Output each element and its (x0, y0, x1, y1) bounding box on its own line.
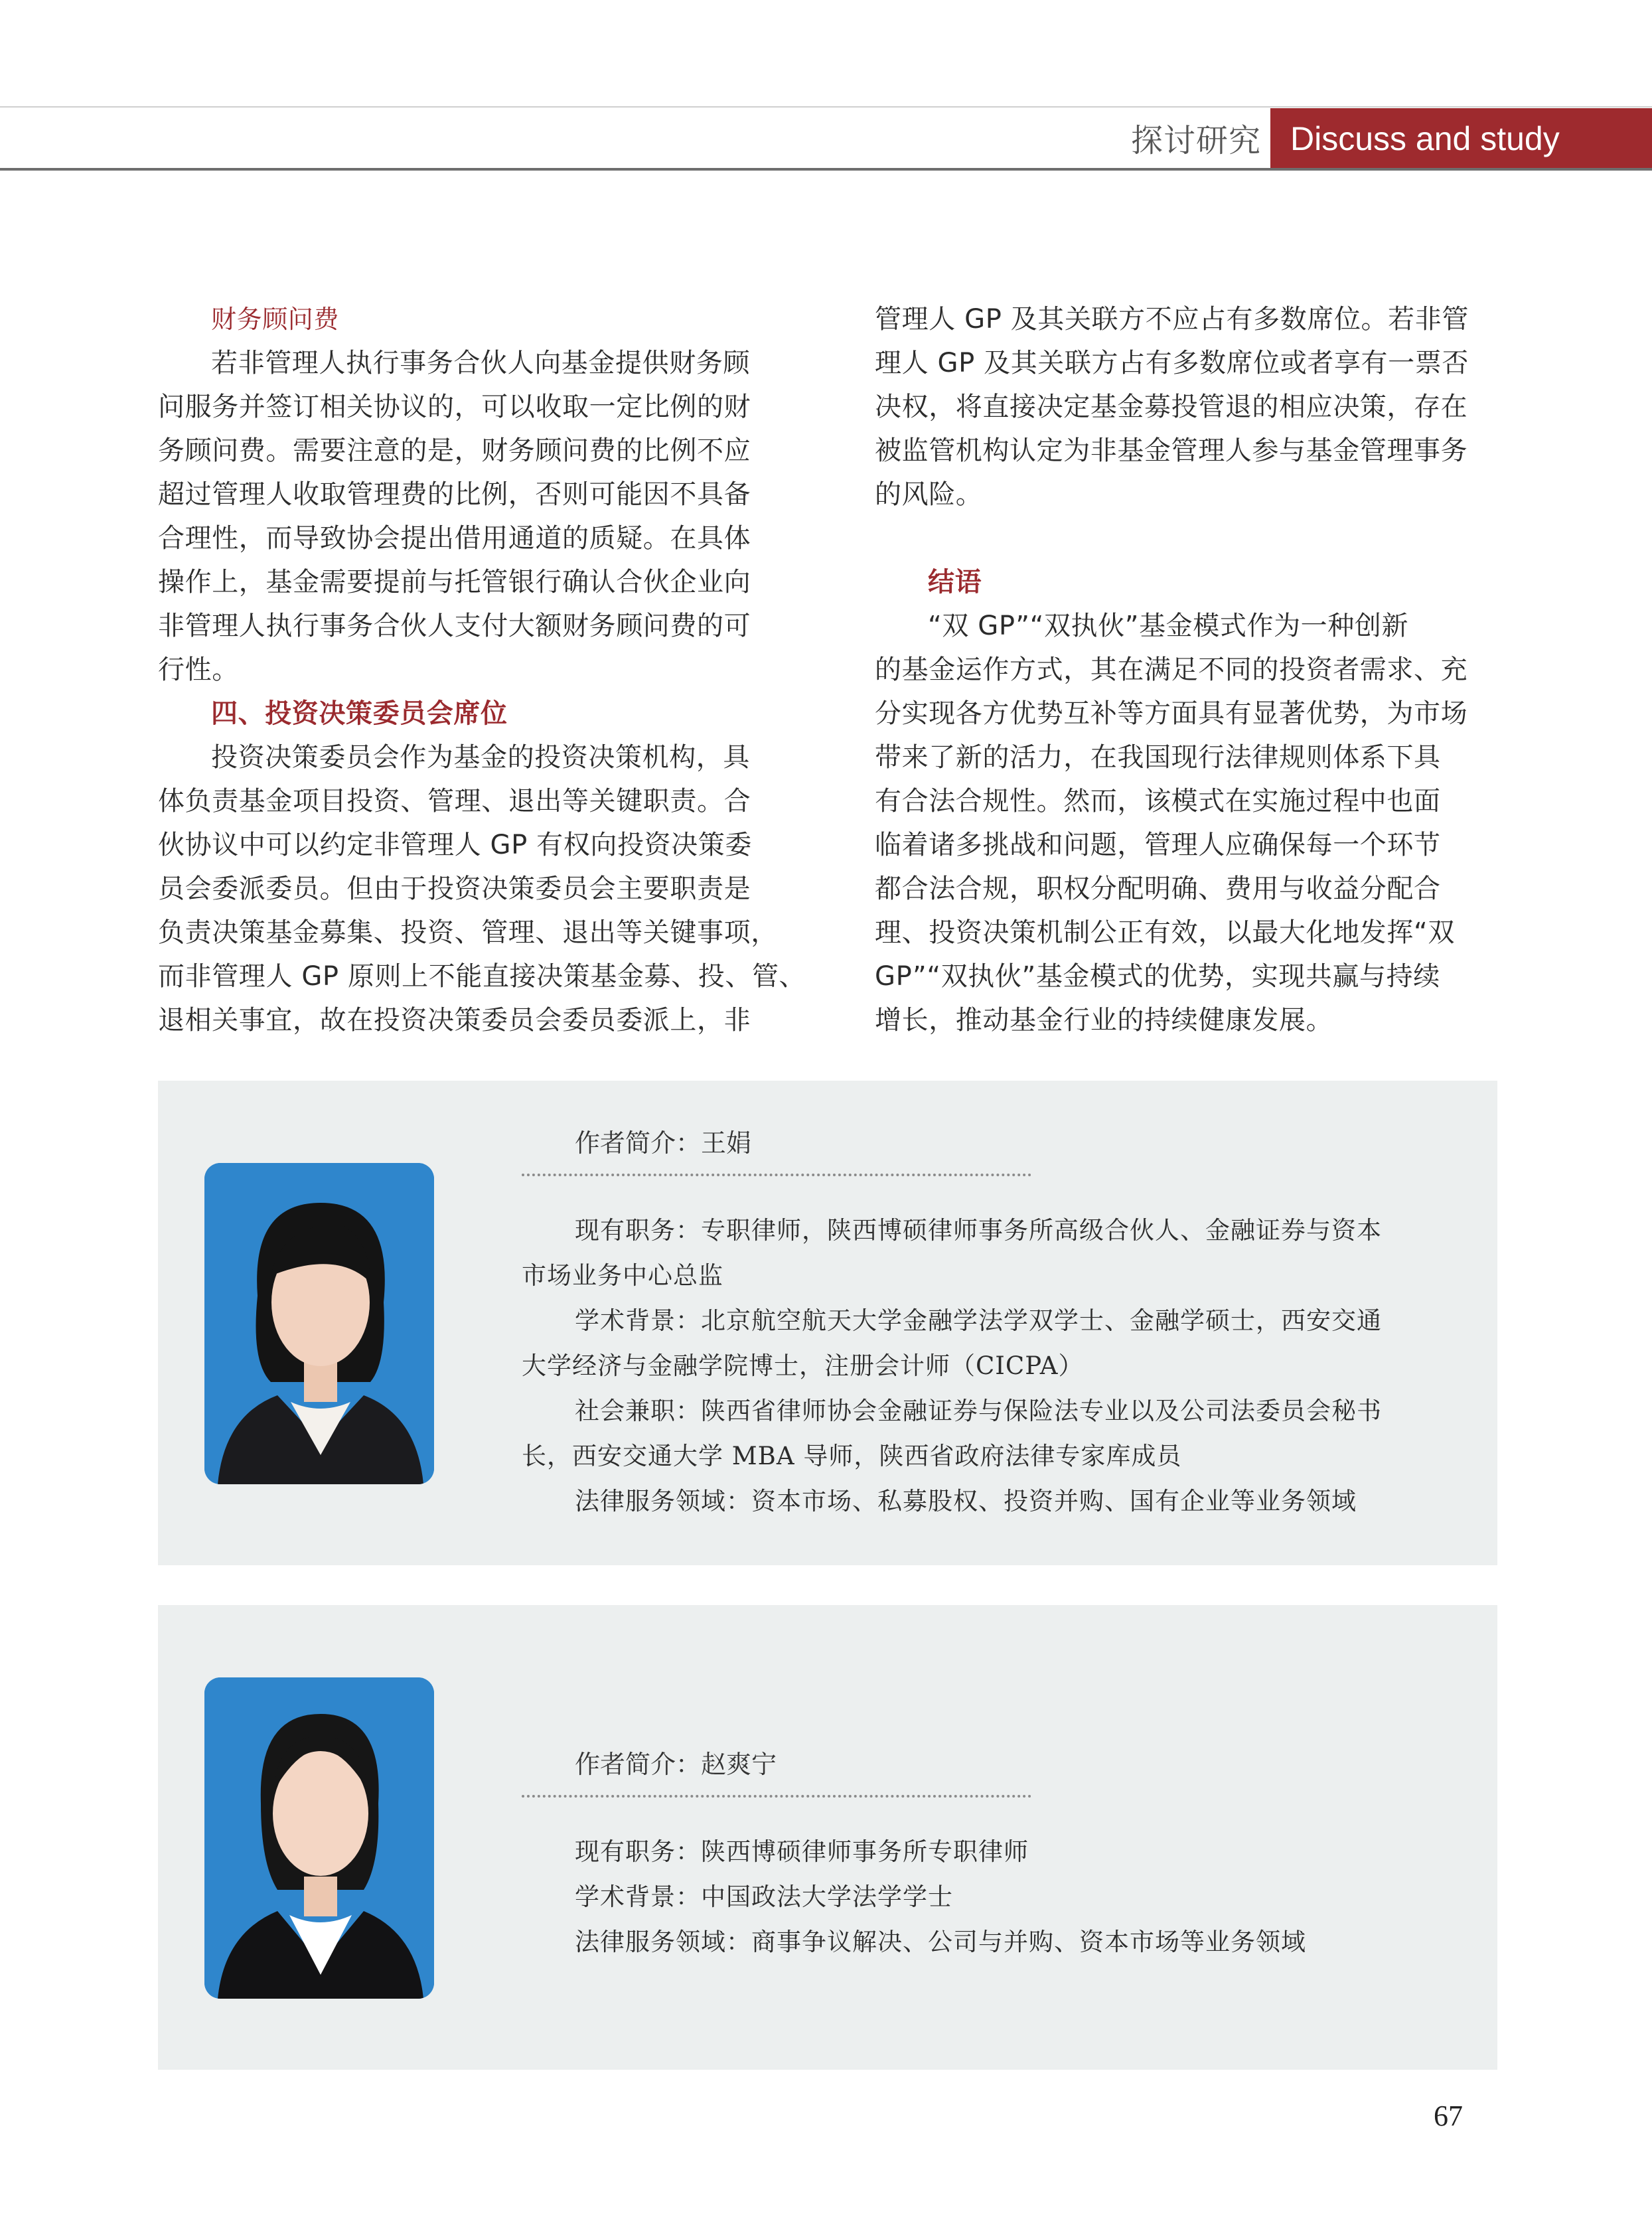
paragraph-line: GP”“双执伙”基金模式的优势，实现共赢与持续 (875, 961, 1440, 992)
paragraph-line: 都合法合规，职权分配明确、费用与收益分配合 (875, 874, 1441, 904)
paragraph-gap (875, 516, 1499, 560)
paragraph-line: 超过管理人收取管理费的比例，否则可能因不具备 (158, 479, 751, 510)
paragraph-line: 而非管理人 GP 原则上不能直接决策基金募、投、管、 (158, 961, 806, 992)
bio-line: 现有职务：专职律师，陕西博硕律师事务所高级合伙人、金融证券与资本 (575, 1216, 1382, 1245)
paragraph-line: 负责决策基金募集、投资、管理、退出等关键事项， (158, 917, 778, 948)
bio-line: 学术背景：北京航空航天大学金融学法学双学士、金融学硕士，西安交通 (575, 1306, 1382, 1335)
author-bio (522, 1829, 1306, 1965)
author-photo (204, 1163, 434, 1484)
bio-line: 法律服务领域：资本市场、私募股权、投资并购、国有企业等业务领域 (575, 1487, 1357, 1515)
author-name: 赵爽宁 (701, 1750, 777, 1779)
subheading-finance-fee: 财务顾问费 (211, 305, 340, 334)
paragraph-line: 非管理人执行事务合伙人支付大额财务顾问费的可 (158, 611, 751, 641)
bio-line: 大学经济与金融学院博士，注册会计师（CICPA） (522, 1351, 1084, 1380)
paragraph-line: 员会委派委员。但由于投资决策委员会主要职责是 (158, 874, 751, 904)
author-title-label: 作者简介： (575, 1128, 702, 1158)
paragraph-line: 体负责基金项目投资、管理、退出等关键职责。合 (158, 786, 751, 816)
paragraph-line: 理人 GP 及其关联方占有多数席位或者享有一票否 (875, 348, 1469, 378)
paragraph-line: 行性。 (158, 655, 239, 685)
author-name: 王娟 (701, 1128, 752, 1158)
section-heading: 四、投资决策委员会席位 (211, 698, 508, 729)
dotted-divider (522, 1795, 1031, 1798)
bio-line: 学术背景：中国政法大学法学学士 (575, 1883, 953, 1911)
bio-line: 法律服务领域：商事争议解决、公司与并购、资本市场等业务领域 (575, 1928, 1306, 1956)
paragraph-line: 理、投资决策机制公正有效，以最大化地发挥“双 (875, 917, 1455, 948)
paragraph-line: 伙协议中可以约定非管理人 GP 有权向投资决策委 (158, 830, 752, 860)
paragraph-line: “双 GP”“双执伙”基金模式作为一种创新 (928, 611, 1409, 641)
paragraph-line: 合理性，而导致协会提出借用通道的质疑。在具体 (158, 523, 751, 554)
paragraph-line: 问服务并签订相关协议的，可以收取一定比例的财 (158, 392, 751, 422)
paragraph-line: 退相关事宜，故在投资决策委员会委员委派上，非 (158, 1005, 751, 1036)
paragraph-line: 管理人 GP 及其关联方不应占有多数席位。若非管 (875, 304, 1469, 335)
section-title-cn: 探讨研究 (1130, 122, 1261, 159)
left-column (158, 297, 806, 1042)
bio-line: 社会兼职：陕西省律师协会金融证券与保险法专业以及公司法委员会秘书 (575, 1397, 1382, 1425)
section-title-en: Discuss and study (1290, 120, 1560, 157)
author-bio (522, 1208, 1382, 1524)
portrait-image (204, 1163, 434, 1484)
author-heading (575, 1744, 777, 1784)
paragraph-line: 的基金运作方式，其在满足不同的投资者需求、充 (875, 655, 1468, 685)
section-heading-conclusion: 结语 (928, 567, 982, 597)
bio-line: 市场业务中心总监 (522, 1261, 723, 1290)
portrait-image (204, 1677, 434, 1999)
paragraph-line: 若非管理人执行事务合伙人向基金提供财务顾 (211, 348, 750, 378)
page-number: 67 (1434, 2100, 1463, 2132)
paragraph-line: 带来了新的活力，在我国现行法律规则体系下具 (875, 742, 1441, 773)
bio-line: 长，西安交通大学 MBA 导师，陕西省政府法律专家库成员 (522, 1442, 1182, 1470)
dotted-divider (522, 1174, 1031, 1176)
header-rule (0, 168, 1652, 171)
top-rule (0, 106, 1652, 108)
paragraph-line: 务顾问费。需要注意的是，财务顾问费的比例不应 (158, 435, 751, 466)
paragraph-line: 临着诸多挑战和问题，管理人应确保每一个环节 (875, 830, 1441, 860)
paragraph-line: 有合法合规性。然而，该模式在实施过程中也面 (875, 786, 1441, 816)
author-heading (575, 1123, 751, 1163)
paragraph-line: 决权，将直接决定基金募投管退的相应决策，存在 (875, 392, 1468, 422)
paragraph-line: 操作上，基金需要提前与托管银行确认合伙企业向 (158, 567, 751, 597)
paragraph-line: 投资决策委员会作为基金的投资决策机构，具 (211, 742, 750, 773)
paragraph-line: 分实现各方优势互补等方面具有显著优势，为市场 (875, 698, 1468, 729)
author-title-label: 作者简介： (575, 1750, 702, 1779)
bio-line: 现有职务：陕西博硕律师事务所专职律师 (575, 1837, 1029, 1866)
paragraph-line: 的风险。 (875, 479, 983, 510)
paragraph-line: 被监管机构认定为非基金管理人参与基金管理事务 (875, 435, 1468, 466)
right-column (875, 297, 1499, 1042)
paragraph-line: 增长，推动基金行业的持续健康发展。 (875, 1005, 1333, 1036)
author-photo (204, 1677, 434, 1999)
